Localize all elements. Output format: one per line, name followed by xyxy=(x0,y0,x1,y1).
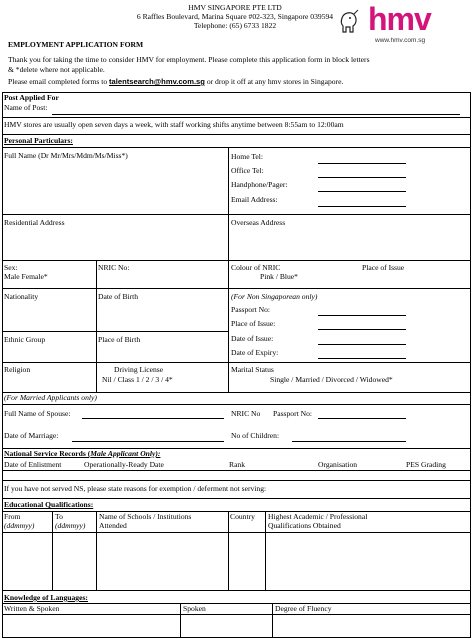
email-label: Email Address: xyxy=(231,195,278,204)
edu-schools-label: Name of Schools / Institutions xyxy=(99,512,192,521)
home-tel-line[interactable] xyxy=(318,163,406,164)
dob-label: Date of Birth xyxy=(98,292,139,301)
intro-line-2: & *delete where not applicable. xyxy=(8,65,105,74)
company-name: HMV SINGAPORE PTE LTD xyxy=(188,3,282,12)
languages-header: Knowledge of Languages: xyxy=(4,593,88,602)
edu-to-label: To xyxy=(55,512,63,521)
divider xyxy=(52,511,53,590)
divider xyxy=(2,214,471,215)
home-tel-label: Home Tel: xyxy=(231,152,264,161)
married-passport-line[interactable] xyxy=(318,418,406,419)
children-label: No of Children: xyxy=(231,431,280,440)
marital-options[interactable]: Single / Married / Divorced / Widowed* xyxy=(270,375,393,384)
ns-col-enlistment: Date of Enlistment xyxy=(4,460,62,469)
overseas-label: Overseas Address xyxy=(231,218,286,227)
lang-col-written: Written & Spoken xyxy=(4,604,60,613)
divider xyxy=(2,498,471,499)
divider xyxy=(2,532,471,533)
handphone-label: Handphone/Pager: xyxy=(231,180,288,189)
lang-col-fluency: Degree of Fluency xyxy=(275,604,332,613)
marital-label: Marital Status xyxy=(231,365,274,374)
email-line[interactable] xyxy=(318,206,406,207)
edu-to-format: (ddmmyy) xyxy=(55,521,86,530)
company-address: 6 Raffles Boulevard, Marina Square #02-323, Singapore 039594 xyxy=(136,12,334,21)
non-sg-label: (For Non Singaporean only) xyxy=(231,292,318,301)
handphone-line[interactable] xyxy=(318,191,406,192)
post-header: Post Applied For xyxy=(4,93,59,102)
edu-from-format: (ddmmyy) xyxy=(4,521,35,530)
post-name-line[interactable] xyxy=(52,114,460,115)
personal-header: Personal Particulars: xyxy=(4,136,73,145)
ethnic-label: Ethnic Group xyxy=(4,335,46,344)
dog-icon xyxy=(338,8,368,36)
post-note: HMV stores are usually open seven days a week, with staff working shifts anytime between 8:55am to 12:00am xyxy=(4,120,344,129)
divider xyxy=(2,260,471,261)
children-line[interactable] xyxy=(292,441,406,442)
company-telephone: Telephone: (65) 6733 1822 xyxy=(193,21,277,30)
education-header: Educational Qualifications: xyxy=(4,500,94,509)
married-passport-label: Passport No: xyxy=(273,409,313,418)
divider xyxy=(2,404,471,405)
nric-label: NRIC No: xyxy=(98,263,130,272)
divider xyxy=(228,511,229,590)
date-issue-label: Date of Issue: xyxy=(231,334,274,343)
ns-header-italic: Male Applicant Only): xyxy=(90,449,161,458)
ns-col-ord: Operationally-Ready Date xyxy=(84,460,164,469)
edu-from-label: From xyxy=(4,512,21,521)
nric-colour-label: Colour of NRIC xyxy=(231,263,281,272)
divider xyxy=(272,603,273,638)
divider xyxy=(96,260,97,392)
date-expiry-line[interactable] xyxy=(318,358,406,359)
passport-no-line[interactable] xyxy=(318,315,406,316)
divider xyxy=(2,134,471,135)
intro-email-pre: Please email completed forms to xyxy=(8,77,108,86)
driving-label: Driving License xyxy=(114,365,164,374)
edu-highest-1: Highest Academic / Professional xyxy=(268,512,368,521)
divider xyxy=(2,590,471,591)
logo-text: hmv xyxy=(368,1,431,37)
date-marriage-line[interactable] xyxy=(72,441,224,442)
divider xyxy=(265,511,266,590)
ns-header-text: National Service Records ( xyxy=(4,449,91,458)
spouse-label: Full Name of Spouse: xyxy=(4,409,71,418)
married-nric-label: NRIC No xyxy=(231,409,261,418)
edu-highest-2: Qualifications Obtained xyxy=(268,521,341,530)
intro-line-3 xyxy=(8,78,343,86)
place-of-issue-label: Place of Issue xyxy=(362,263,405,272)
edu-attended-label: Attended xyxy=(99,521,127,530)
place-issue2-line[interactable] xyxy=(318,329,406,330)
passport-no-label: Passport No: xyxy=(231,305,271,314)
ns-not-served: If you have not served NS, please state reasons for exemption / deferment not serving: xyxy=(4,484,267,493)
intro-line-1: Thank you for taking the time to consider HMV for employment. Please complete this application form in block letters xyxy=(8,55,370,64)
sex-options[interactable]: Male Female* xyxy=(4,272,48,281)
divider xyxy=(2,603,471,604)
intro-email-post: or drop it off at any hmv stores in Singapore. xyxy=(206,77,344,86)
lang-col-spoken: Spoken xyxy=(183,604,206,613)
post-name-label: Name of Post: xyxy=(4,103,48,112)
sex-label: Sex: xyxy=(4,263,18,272)
ns-col-organisation: Organisation xyxy=(318,460,358,469)
divider xyxy=(2,470,471,471)
office-tel-line[interactable] xyxy=(318,177,406,178)
ns-header xyxy=(4,450,160,458)
divider xyxy=(2,288,471,289)
divider xyxy=(180,603,181,638)
driving-options[interactable]: Nil / Class 1 / 2 / 3 / 4* xyxy=(102,375,173,384)
date-issue-line[interactable] xyxy=(318,344,406,345)
divider xyxy=(2,117,471,118)
divider xyxy=(228,147,229,392)
date-marriage-label: Date of Marriage: xyxy=(4,431,59,440)
residential-label: Residential Address xyxy=(4,218,65,227)
form-title: EMPLOYMENT APPLICATION FORM xyxy=(8,40,144,49)
date-expiry-label: Date of Expiry: xyxy=(231,348,279,357)
full-name-label: Full Name (Dr Mr/Mrs/Mdm/Ms/Miss*) xyxy=(4,151,128,160)
nric-colour-options[interactable]: Pink / Blue* xyxy=(260,272,298,281)
divider xyxy=(2,614,471,615)
pob-label: Place of Birth xyxy=(98,335,141,344)
divider xyxy=(96,511,97,590)
logo-url: www.hmv.com.sg xyxy=(375,37,426,44)
married-header: (For Married Applicants only) xyxy=(4,393,97,402)
divider xyxy=(2,362,471,363)
divider xyxy=(2,147,471,148)
edu-country-label: Country xyxy=(230,512,255,521)
ns-col-rank: Rank xyxy=(229,460,246,469)
spouse-line[interactable] xyxy=(82,418,224,419)
divider xyxy=(2,480,471,481)
nationality-label: Nationality xyxy=(4,292,39,301)
place-issue2-label: Place of Issue: xyxy=(231,319,276,328)
ns-col-pes: PES Grading xyxy=(406,460,446,469)
divider xyxy=(2,331,228,332)
office-tel-label: Office Tel: xyxy=(231,166,264,175)
email-link[interactable]: talentsearch@hmv.com.sg xyxy=(109,77,205,86)
religion-label: Religion xyxy=(4,365,31,374)
